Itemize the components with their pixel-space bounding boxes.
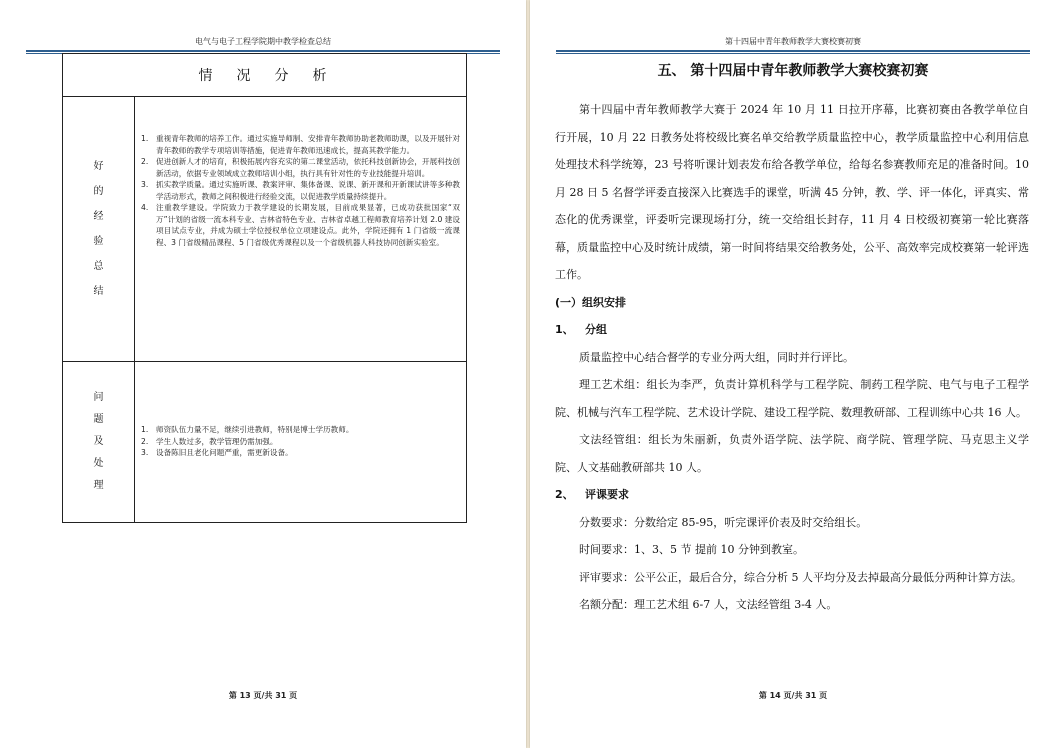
problems-label-char: 题	[93, 414, 104, 425]
problem-item	[139, 424, 460, 436]
paragraph-arts-group: 文法经管组：组长为朱丽新，负责外语学院、法学院、商学院、管理学院、马克思主义学院、人文基础教研部共 10 人。	[555, 433, 1029, 474]
problems-label-char: 处	[93, 458, 104, 469]
problems-label	[63, 362, 135, 522]
list-number: 2.	[141, 436, 149, 446]
good-experience-label	[63, 97, 135, 361]
good-experience-row	[63, 97, 466, 362]
list-number: 2.	[141, 157, 149, 166]
page-body	[555, 96, 1029, 619]
list-text: 注重教学建设。学院致力于教学建设的长期发展，目前成果显著，已成功获批国家“双万”计划的省级一流本科专业、吉林省特色专业、吉林省卓越工程师教育培养计划 2.0 建设项目试点专业，并成为硕士学位授权单位立项建设点。此外，学院还拥有 1 门省级一流课程、3 门省级精品课程、5 门省级优秀课程以及一个省级机器人科技协同创新实验室。	[156, 203, 460, 247]
list-number: 3.	[141, 180, 149, 189]
page-header: 电气与电子工程学院期中教学检查总结	[195, 37, 331, 46]
list-text: 促进创新人才的培育，积极拓展内容充实的第二课堂活动，依托科技创新协会，开展科技创新活动，依据专业领域成立教师培训小组，执行具有针对性的专业技能提升培训。	[156, 157, 460, 178]
list-text: 学生人数过多，教学管理仍需加强。	[156, 436, 278, 446]
good-experience-item	[139, 156, 460, 179]
subheading-text: 分组	[585, 323, 607, 336]
problems-row	[63, 362, 466, 522]
list-text: 重视青年教师的培养工作。通过实施导师制、安排青年教师协助老教师助课，以及开展针对青年教师的教学专项培训等措施，促进青年教师迅速成长，提高其教学能力。	[156, 134, 460, 155]
good-experience-label-char: 总	[93, 261, 104, 272]
subheading-text: 评课要求	[585, 488, 629, 501]
paragraph-score-requirement: 分数要求：分数给定 85-95，听完课评价表及时交给组长。	[579, 515, 868, 529]
paragraph-review-requirement: 评审要求：公平公正，最后合分，综合分析 5 人平均分及去掉最高分最低分两种计算方法。	[579, 570, 1022, 584]
problems-list	[139, 424, 460, 459]
page-footer: 第 14 页/共 31 页	[758, 691, 828, 700]
problems-label-char: 及	[93, 436, 104, 447]
good-experience-label-char: 验	[93, 236, 104, 247]
analysis-table	[62, 53, 467, 523]
good-experience-label-char: 好	[93, 161, 104, 172]
subheading-review-requirements	[555, 481, 1029, 509]
good-experience-label-char: 结	[93, 286, 104, 297]
problems-label-char: 问	[93, 392, 104, 403]
subheading-number: 1、	[555, 323, 574, 336]
list-number: 1.	[141, 134, 149, 143]
subheading-number: 2、	[555, 488, 574, 501]
problem-item	[139, 447, 460, 459]
document-page-13	[0, 0, 526, 748]
subheading-grouping	[555, 316, 1029, 344]
paragraph-grouping: 质量监控中心结合督学的专业分两大组，同时并行评比。	[579, 350, 854, 364]
good-experience-item	[139, 133, 460, 156]
list-text: 抓实教学质量。通过实施听课、教案评审、集体备课、说课、新开课和开新课试讲等多种教学活动形式，教师之间积极进行经验交流，以促进教学质量持续提升。	[156, 180, 460, 201]
paragraph-time-requirement: 时间要求：1、3、5 节 提前 10 分钟到教室。	[579, 543, 804, 556]
list-number: 4.	[141, 203, 149, 212]
section-title: 五、 第十四届中青年教师教学大赛校赛初赛	[657, 63, 929, 79]
good-experience-list	[139, 133, 460, 248]
page-header: 第十四届中青年教师教学大赛校赛初赛	[725, 37, 861, 46]
page-footer: 第 13 页/共 31 页	[228, 691, 298, 700]
good-experience-label-char: 的	[93, 186, 104, 197]
list-number: 3.	[141, 448, 149, 457]
problems-label-char: 理	[93, 480, 104, 491]
header-divider	[556, 50, 1030, 54]
paragraph-quota: 名额分配：理工艺术组 6-7 人，文法经管组 3-4 人。	[579, 598, 838, 611]
document-page-14	[530, 0, 1056, 748]
list-text: 师资队伍力量不足，继续引进教师，特别是博士学历教师。	[156, 425, 354, 434]
list-number: 1.	[141, 425, 149, 434]
section-heading-organization: (一）组织安排	[555, 295, 627, 309]
intro-paragraph: 第十四届中青年教师教学大赛于 2024 年 10 月 11 日拉开序幕，比赛初赛由各教学单位自行开展，10 月 22 日教务处将校级比赛名单交给教学质量监控中心，教学质量监控中心利用信息处理技术科学统筹，23 号将听课计划表发布给各教学单位，给每名参赛教师充足的准备时间。10 月 28 日 5 名督学评委直接深入比赛选手的课堂，听满 45 分钟，教、学、评一体化，评真实、常态化的优秀课堂，评委听完课现场打分，统一交给组长封存，11 月 4 日校级初赛第一轮比赛落幕，质量监控中心及时统计成绩，第一时间将结果交给教务处，公平、高效率完成校赛第一轮评选工作。	[555, 103, 1029, 281]
paragraph-science-group: 理工艺术组：组长为李严，负责计算机科学与工程学院、制药工程学院、电气与电子工程学院、机械与汽车工程学院、艺术设计学院、建设工程学院、数理教研部、工程训练中心共 16 人。	[555, 378, 1029, 419]
list-text: 设备陈旧且老化问题严重，需更新设备。	[156, 448, 293, 457]
good-experience-label-char: 经	[93, 211, 104, 222]
problem-item	[139, 436, 460, 448]
table-title: 情况分析	[63, 54, 466, 97]
good-experience-item	[139, 179, 460, 202]
good-experience-item	[139, 202, 460, 248]
